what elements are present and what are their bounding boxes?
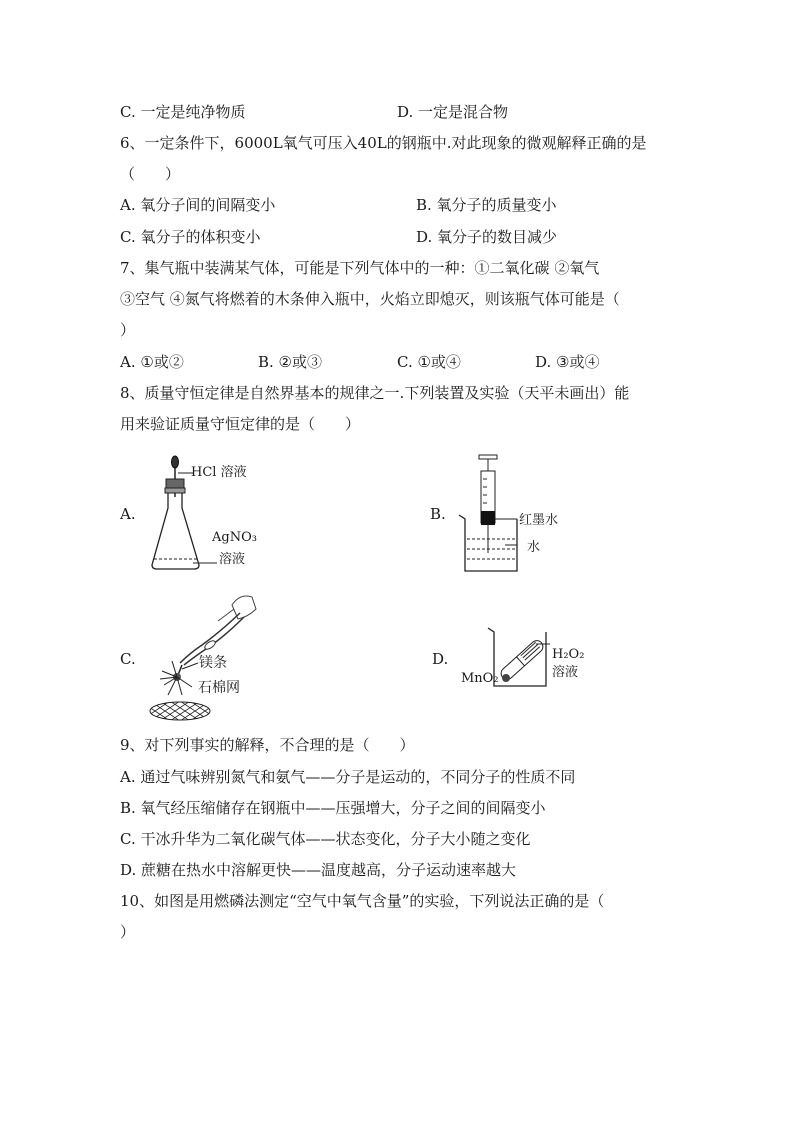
fig-d-solution-label: 溶液 — [552, 665, 579, 680]
q6-option-b: B. 氧分子的质量变小 — [416, 196, 557, 214]
q6-stem: 6、一定条件下，6000L氧气可压入40L的钢瓶中.对此现象的微观解释正确的是 — [120, 134, 647, 152]
q7-stem-end: ） — [120, 321, 136, 339]
fig-b-letter: B. — [430, 505, 446, 523]
fig-d-h2o2-label: H₂O₂ — [552, 647, 585, 662]
q7-option-a: A. ①或② — [120, 353, 184, 371]
fig-c-letter: C. — [120, 650, 136, 668]
fig-b-water-label: 水 — [527, 540, 541, 555]
q6-option-d: D. 氧分子的数目减少 — [416, 228, 558, 246]
q7-option-d: D. ③或④ — [535, 353, 600, 371]
fig-d-letter: D. — [432, 650, 449, 668]
q6-option-c: C. 氧分子的体积变小 — [120, 228, 261, 246]
q9-option-c: C. 干冰升华为二氧化碳气体——状态变化，分子大小随之变化 — [120, 830, 531, 848]
fig-d-mno2-label: MnO₂ — [461, 671, 499, 686]
q7-stem: 7、集气瓶中装满某气体，可能是下列气体中的一种：①二氧化碳 ②氧气 — [120, 259, 600, 277]
q6-stem-cont: （ ） — [120, 165, 181, 183]
q8-stem: 8、质量守恒定律是自然界基本的规律之一.下列装置及实验（天平未画出）能 — [120, 384, 630, 402]
fig-c-gauze-label: 石棉网 — [198, 680, 240, 696]
fig-b-syringe-beaker-diagram — [455, 453, 525, 577]
fig-a-letter: A. — [120, 505, 136, 523]
q9-option-a: A. 通过气味辨别氮气和氨气——分子是运动的，不同分子的性质不同 — [120, 768, 576, 786]
fig-a-solution-label: 溶液 — [219, 552, 246, 567]
q10-stem: 10、如图是用燃磷法测定“空气中氧气含量”的实验，下列说法正确的是（ — [120, 892, 605, 910]
q7-option-b: B. ②或③ — [258, 353, 323, 371]
fig-a-hcl-label: HCl 溶液 — [191, 465, 247, 480]
q9-option-d: D. 蔗糖在热水中溶解更快——温度越高，分子运动速率越大 — [120, 861, 517, 879]
q7-stem-cont: ③空气 ④氮气将燃着的木条伸入瓶中，火焰立即熄灭，则该瓶气体可能是（ — [120, 290, 620, 308]
q6-option-a: A. 氧分子间的间隔变小 — [120, 196, 276, 214]
fig-a-agno3-label: AgNO₃ — [212, 530, 257, 545]
q7-option-c: C. ①或④ — [397, 353, 461, 371]
q10-stem-end: ） — [120, 923, 136, 941]
q9-stem: 9、对下列事实的解释，不合理的是（ ） — [120, 736, 415, 754]
q8-stem-cont: 用来验证质量守恒定律的是（ ） — [120, 415, 361, 433]
q9-option-b: B. 氧气经压缩储存在钢瓶中——压强增大，分子之间的间隔变小 — [120, 799, 546, 817]
q5-option-c: C. 一定是纯净物质 — [120, 103, 246, 121]
q5-option-d: D. 一定是混合物 — [397, 103, 509, 121]
fig-c-mg-label: 镁条 — [199, 655, 227, 671]
fig-b-red-ink-label: 红墨水 — [519, 513, 559, 528]
